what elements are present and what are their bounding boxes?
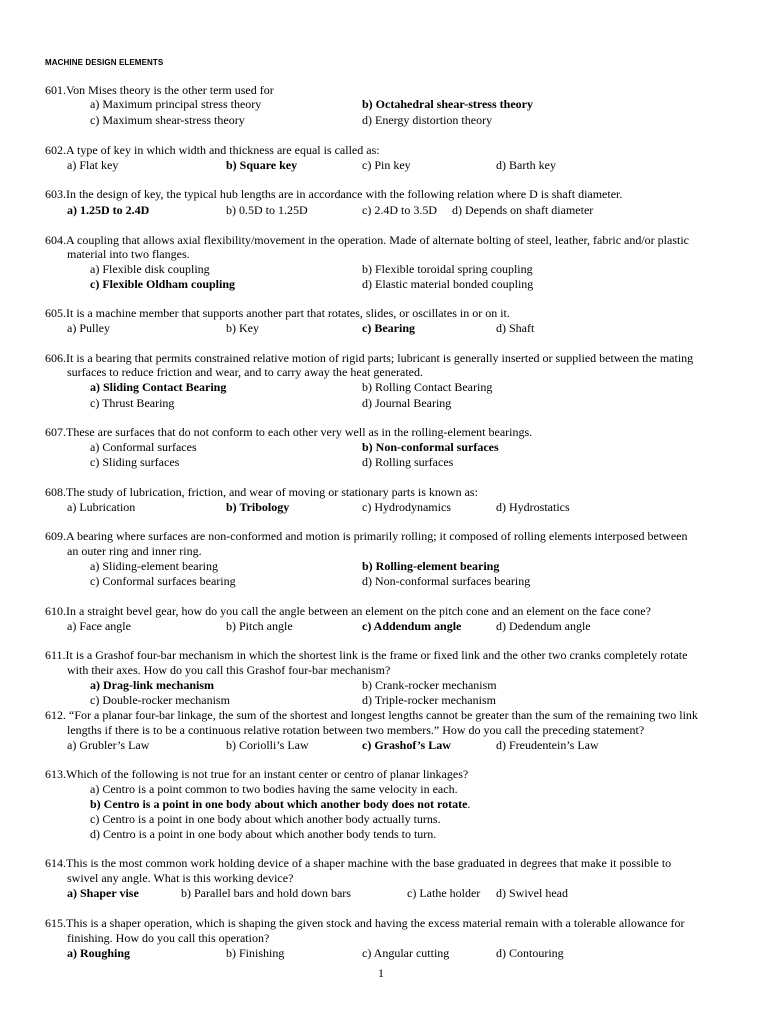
question-602-option-a: a) Flat key	[67, 158, 119, 172]
question-604-option-c-answer: c) Flexible Oldham coupling	[90, 277, 236, 291]
question-601-option-b-answer: b) Octahedral shear-stress theory	[362, 97, 533, 111]
question-607-option-c: c) Sliding surfaces	[90, 455, 180, 469]
question-613-option-b-answer: b) Centro is a point in one body about which another body does not rotate	[90, 797, 468, 811]
question-612-option-d: d) Freudentein’s Law	[496, 738, 599, 752]
question-615-option-b: b) Finishing	[226, 946, 285, 960]
question-604-option-d: d) Elastic material bonded coupling	[362, 277, 534, 291]
question-608-option-d: d) Hydrostatics	[496, 500, 570, 514]
question-609-option-d: d) Non-conformal surfaces bearing	[362, 574, 531, 588]
question-613-option-d: d) Centro is a point in one body about which another body tends to turn.	[90, 827, 437, 841]
question-613-stem: 613.Which of the following is not true for an instant center or centro of planar linkages?	[45, 767, 469, 781]
question-602-option-c: c) Pin key	[362, 158, 411, 172]
question-615-stem-line-2: finishing. How do you call this operation?	[67, 931, 270, 945]
question-607-option-a: a) Conformal surfaces	[90, 440, 197, 454]
question-607-stem: 607.These are surfaces that do not conform to each other very well as in the rolling-element bearings.	[45, 425, 533, 439]
question-605-stem: 605.It is a machine member that supports another part that rotates, slides, or oscillates in or on it.	[45, 306, 510, 320]
question-603-option-d: d) Depends on shaft diameter	[452, 203, 594, 217]
question-602-option-b-answer: b) Square key	[226, 158, 298, 172]
question-606-option-a-answer: a) Sliding Contact Bearing	[90, 380, 227, 394]
question-609-stem-line-2: an outer ring and inner ring.	[67, 544, 202, 558]
question-612-stem-line-2: lengths if there is to be a continuous relative rotation between two members.” How do you call the preceding statement?	[67, 723, 645, 737]
question-613-option-a: a) Centro is a point common to two bodies having the same velocity in each.	[90, 782, 458, 796]
question-611-stem-line-1: 611.It is a Grashof four-bar mechanism in which the shortest link is the frame or fixed link and the other two cranks completely rotate	[45, 648, 688, 662]
question-604-option-a: a) Flexible disk coupling	[90, 262, 210, 276]
question-602-option-d: d) Barth key	[496, 158, 556, 172]
question-610-option-c-answer: c) Addendum angle	[362, 619, 462, 633]
question-610-option-b: b) Pitch angle	[226, 619, 293, 633]
question-614-stem-line-1: 614.This is the most common work holding device of a shaper machine with the base graduated in degrees that make it possible to	[45, 856, 672, 870]
question-612-stem-line-1: 612. “For a planar four-bar linkage, the sum of the shortest and longest lengths cannot be greater than the sum of the remaining two link	[45, 708, 698, 722]
question-609-option-c: c) Conformal surfaces bearing	[90, 574, 236, 588]
question-611-option-c: c) Double-rocker mechanism	[90, 693, 230, 707]
question-614-option-c: c) Lathe holder	[407, 886, 481, 900]
question-610-option-a: a) Face angle	[67, 619, 131, 633]
question-603-option-a-answer: a) 1.25D to 2.4D	[67, 203, 150, 217]
question-611-stem-line-2: with their axes. How do you call this Grashof four-bar mechanism?	[67, 663, 391, 677]
question-606-stem-line-1: 606.It is a bearing that permits constrained relative motion of rigid parts; lubricant is generally inserted or supplied between the mating	[45, 351, 694, 365]
question-609-option-a: a) Sliding-element bearing	[90, 559, 218, 573]
question-612-option-c-answer: c) Grashof’s Law	[362, 738, 451, 752]
question-601-option-c: c) Maximum shear-stress theory	[90, 113, 245, 127]
question-604-stem-line-1: 604.A coupling that allows axial flexibility/movement in the operation. Made of alternate bolting of steel, leather, fabric and/or plastic	[45, 233, 689, 247]
page-number: 1	[378, 966, 384, 980]
question-615-option-a-answer: a) Roughing	[67, 946, 131, 960]
question-607-option-d: d) Rolling surfaces	[362, 455, 454, 469]
question-612-option-b: b) Coriolli’s Law	[226, 738, 309, 752]
question-609-option-b-answer: b) Rolling-element bearing	[362, 559, 500, 573]
question-611-option-d: d) Triple-rocker mechanism	[362, 693, 496, 707]
question-608-option-c: c) Hydrodynamics	[362, 500, 451, 514]
page-header: MACHINE DESIGN ELEMENTS	[45, 58, 164, 67]
question-612-option-a: a) Grubler’s Law	[67, 738, 150, 752]
question-606-stem-line-2: surfaces to reduce friction and wear, and to carry away the heat generated.	[67, 365, 424, 379]
question-610-option-d: d) Dedendum angle	[496, 619, 591, 633]
question-615-option-c: c) Angular cutting	[362, 946, 450, 960]
question-607-option-b-answer: b) Non-conformal surfaces	[362, 440, 499, 454]
question-601-option-d: d) Energy distortion theory	[362, 113, 493, 127]
question-611-option-b: b) Crank-rocker mechanism	[362, 678, 497, 692]
question-603-option-b: b) 0.5D to 1.25D	[226, 203, 308, 217]
question-604-stem-line-2: material into two flanges.	[67, 247, 190, 261]
question-606-option-d: d) Journal Bearing	[362, 396, 452, 410]
question-608-stem: 608.The study of lubrication, friction, and wear of moving or stationary parts is known as:	[45, 485, 478, 499]
question-613-option-b-period: .	[467, 797, 471, 811]
question-603-stem: 603.In the design of key, the typical hub lengths are in accordance with the following relation where D is shaft diameter.	[45, 187, 623, 201]
question-610-stem: 610.In a straight bevel gear, how do you call the angle between an element on the pitch cone and an element on the face cone?	[45, 604, 651, 618]
question-615-option-d: d) Contouring	[496, 946, 564, 960]
question-602-stem: 602.A type of key in which width and thickness are equal is called as:	[45, 143, 380, 157]
question-606-option-c: c) Thrust Bearing	[90, 396, 175, 410]
question-608-option-a: a) Lubrication	[67, 500, 136, 514]
question-605-option-b: b) Key	[226, 321, 259, 335]
question-601-stem: 601.Von Mises theory is the other term used for	[45, 83, 274, 97]
question-613-option-b-line	[90, 797, 470, 811]
question-601-option-a: a) Maximum principal stress theory	[90, 97, 262, 111]
question-614-option-d: d) Swivel head	[496, 886, 568, 900]
question-606-option-b: b) Rolling Contact Bearing	[362, 380, 493, 394]
question-614-stem-line-2: swivel any angle. What is this working device?	[67, 871, 294, 885]
question-604-option-b: b) Flexible toroidal spring coupling	[362, 262, 533, 276]
question-603-option-c: c) 2.4D to 3.5D	[362, 203, 437, 217]
question-605-option-d: d) Shaft	[496, 321, 535, 335]
question-605-option-a: a) Pulley	[67, 321, 110, 335]
question-605-option-c-answer: c) Bearing	[362, 321, 415, 335]
question-615-stem-line-1: 615.This is a shaper operation, which is shaping the given stock and having the excess material remain with a tolerable allowance for	[45, 916, 685, 930]
question-614-option-a-answer: a) Shaper vise	[67, 886, 139, 900]
question-611-option-a-answer: a) Drag-link mechanism	[90, 678, 214, 692]
question-608-option-b-answer: b) Tribology	[226, 500, 290, 514]
question-609-stem-line-1: 609.A bearing where surfaces are non-conformed and motion is primarily rolling; it composed of rolling elements interposed between	[45, 529, 688, 543]
question-614-option-b: b) Parallel bars and hold down bars	[181, 886, 351, 900]
question-613-option-c: c) Centro is a point in one body about which another body actually turns.	[90, 812, 441, 826]
